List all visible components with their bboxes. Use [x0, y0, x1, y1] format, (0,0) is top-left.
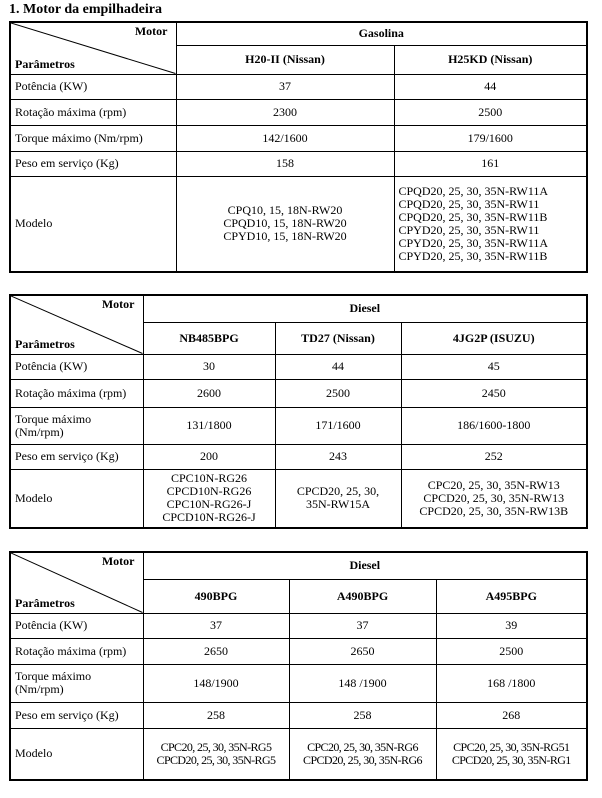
table-row [10, 99, 587, 125]
value-cell: 179/1600 [394, 125, 587, 151]
table-row [10, 74, 587, 99]
motor-label: Motor [134, 24, 168, 38]
engine-header: TD27 (Nissan) [275, 322, 401, 354]
modelo-list [436, 728, 587, 780]
params-label: Parâmetros [15, 595, 75, 610]
motor-label: Motor [101, 297, 135, 311]
value-cell: 148 /1900 [289, 664, 436, 702]
modelo-line: CPQD20, 25, 30, 35N-RW11A [398, 183, 549, 198]
param-label: Rotação máxima (rpm) [10, 638, 143, 664]
modelo-line: CPQ10, 15, 18N-RW20 [227, 203, 343, 218]
param-label: Rotação máxima (rpm) [10, 99, 176, 125]
modelo-line: CPC10N-RG26 [170, 471, 247, 486]
header-corner-cell [10, 295, 143, 354]
value-cell: 2650 [143, 638, 289, 664]
modelo-list [401, 469, 587, 528]
value-cell: 200 [143, 444, 275, 469]
params-label: Parâmetros [15, 336, 75, 351]
modelo-label: Modelo [10, 469, 143, 528]
engine-header: A490BPG [289, 579, 436, 613]
value-cell: 243 [275, 444, 401, 469]
value-cell: 258 [143, 702, 289, 728]
table-row [10, 469, 587, 528]
modelo-line: CPYD20, 25, 30, 35N-RW11B [398, 248, 548, 263]
param-label: Potência (KW) [10, 354, 143, 379]
value-cell: 37 [289, 613, 436, 638]
param-label [10, 664, 143, 702]
modelo-line: CPC20, 25, 30, 35N-RG51 [453, 739, 570, 754]
value-cell: 148/1900 [143, 664, 289, 702]
table-row [10, 176, 587, 272]
modelo-list [275, 469, 401, 528]
value-cell: 268 [436, 702, 587, 728]
modelo-list [394, 176, 587, 272]
value-cell: 142/1600 [176, 125, 394, 151]
engine-header: H25KD (Nissan) [394, 45, 587, 74]
section-title: 1. Motor da empilhadeira [9, 2, 162, 17]
header-corner-cell [10, 22, 176, 74]
table-row [10, 151, 587, 176]
modelo-line: CPCD10N-RG26 [166, 484, 252, 499]
value-cell: 186/1600-1800 [401, 407, 587, 444]
value-cell: 37 [176, 74, 394, 99]
engine-table-diesel-1 [9, 294, 588, 529]
param-label: Peso em serviço (Kg) [10, 702, 143, 728]
value-cell: 2500 [436, 638, 587, 664]
modelo-line: CPCD10N-RG26-J [162, 510, 256, 525]
value-cell: 158 [176, 151, 394, 176]
fuel-group-header: Diesel [143, 295, 587, 322]
engine-header: A495BPG [436, 579, 587, 613]
engine-table-diesel-2 [9, 551, 588, 781]
modelo-line: CPC20, 25, 30, 35N-RW13 [427, 477, 560, 492]
value-cell: 2450 [401, 379, 587, 407]
value-cell: 30 [143, 354, 275, 379]
engine-header: 490BPG [143, 579, 289, 613]
modelo-line: CPQD20, 25, 30, 35N-RW11 [398, 196, 540, 211]
param-label: Peso em serviço (Kg) [10, 444, 143, 469]
modelo-line: CPCD20, 25, 30, 35N-RG6 [303, 752, 422, 767]
modelo-line: CPC10N-RG26-J [166, 497, 252, 512]
value-cell: 45 [401, 354, 587, 379]
value-cell: 44 [394, 74, 587, 99]
value-cell: 252 [401, 444, 587, 469]
param-label [10, 407, 143, 444]
value-cell: 161 [394, 151, 587, 176]
value-cell: 2600 [143, 379, 275, 407]
modelo-list [143, 728, 289, 780]
table-row [10, 354, 587, 379]
param-label: Torque máximo (Nm/rpm) [10, 125, 176, 151]
param-label-line: Torque máximo [15, 669, 92, 683]
value-cell: 258 [289, 702, 436, 728]
value-cell: 2300 [176, 99, 394, 125]
modelo-list [143, 469, 275, 528]
modelo-line: CPC20, 25, 30, 35N-RG5 [160, 739, 272, 754]
modelo-line: CPQD20, 25, 30, 35N-RW11B [398, 209, 548, 224]
table-row [10, 638, 587, 664]
param-label-line: (Nm/rpm) [15, 424, 64, 439]
table-row [10, 613, 587, 638]
table-row [10, 407, 587, 444]
modelo-line: CPYD10, 15, 18N-RW20 [223, 229, 347, 244]
engine-table-gasoline [9, 21, 588, 273]
value-cell: 2500 [275, 379, 401, 407]
value-cell: 168 /1800 [436, 664, 587, 702]
table-row [10, 125, 587, 151]
engine-header: 4JG2P (ISUZU) [401, 322, 587, 354]
table-row [10, 728, 587, 780]
modelo-line: CPCD20, 25, 30, 35N-RW13B [419, 503, 569, 518]
param-label: Potência (KW) [10, 613, 143, 638]
value-cell: 171/1600 [275, 407, 401, 444]
param-label-line: (Nm/rpm) [15, 682, 64, 696]
table-row [10, 664, 587, 702]
table-row [10, 379, 587, 407]
modelo-line: CPYD20, 25, 30, 35N-RW11A [398, 235, 549, 250]
value-cell: 37 [143, 613, 289, 638]
table-row [10, 702, 587, 728]
table-row [10, 444, 587, 469]
modelo-line: CPYD20, 25, 30, 35N-RW11 [398, 222, 540, 237]
param-label: Potência (KW) [10, 74, 176, 99]
motor-label: Motor [101, 554, 135, 568]
value-cell: 44 [275, 354, 401, 379]
modelo-list [176, 176, 394, 272]
value-cell: 2650 [289, 638, 436, 664]
modelo-line: CPC20, 25, 30, 35N-RG6 [307, 739, 418, 754]
modelo-line: CPQD10, 15, 18N-RW20 [223, 216, 347, 231]
param-label-line: Torque máximo [15, 411, 92, 426]
modelo-line: 35N-RW15A [306, 497, 370, 512]
modelo-label: Modelo [10, 176, 176, 272]
fuel-group-header: Gasolina [176, 22, 587, 45]
value-cell: 2500 [394, 99, 587, 125]
modelo-line: CPCD20, 25, 30, 35N-RW13 [423, 490, 565, 505]
modelo-label: Modelo [10, 728, 143, 780]
fuel-group-header: Diesel [143, 552, 587, 579]
param-label: Rotação máxima (rpm) [10, 379, 143, 407]
value-cell: 131/1800 [143, 407, 275, 444]
param-label: Peso em serviço (Kg) [10, 151, 176, 176]
modelo-line: CPCD20, 25, 30, [296, 484, 380, 499]
modelo-list [289, 728, 436, 780]
value-cell: 39 [436, 613, 587, 638]
modelo-line: CPCD20, 25, 30, 35N-RG5 [156, 752, 276, 767]
header-corner-cell [10, 552, 143, 613]
engine-header: NB485BPG [143, 322, 275, 354]
modelo-line: CPCD20, 25, 30, 35N-RG1 [451, 752, 571, 767]
engine-header: H20-II (Nissan) [176, 45, 394, 74]
params-label: Parâmetros [15, 56, 75, 71]
